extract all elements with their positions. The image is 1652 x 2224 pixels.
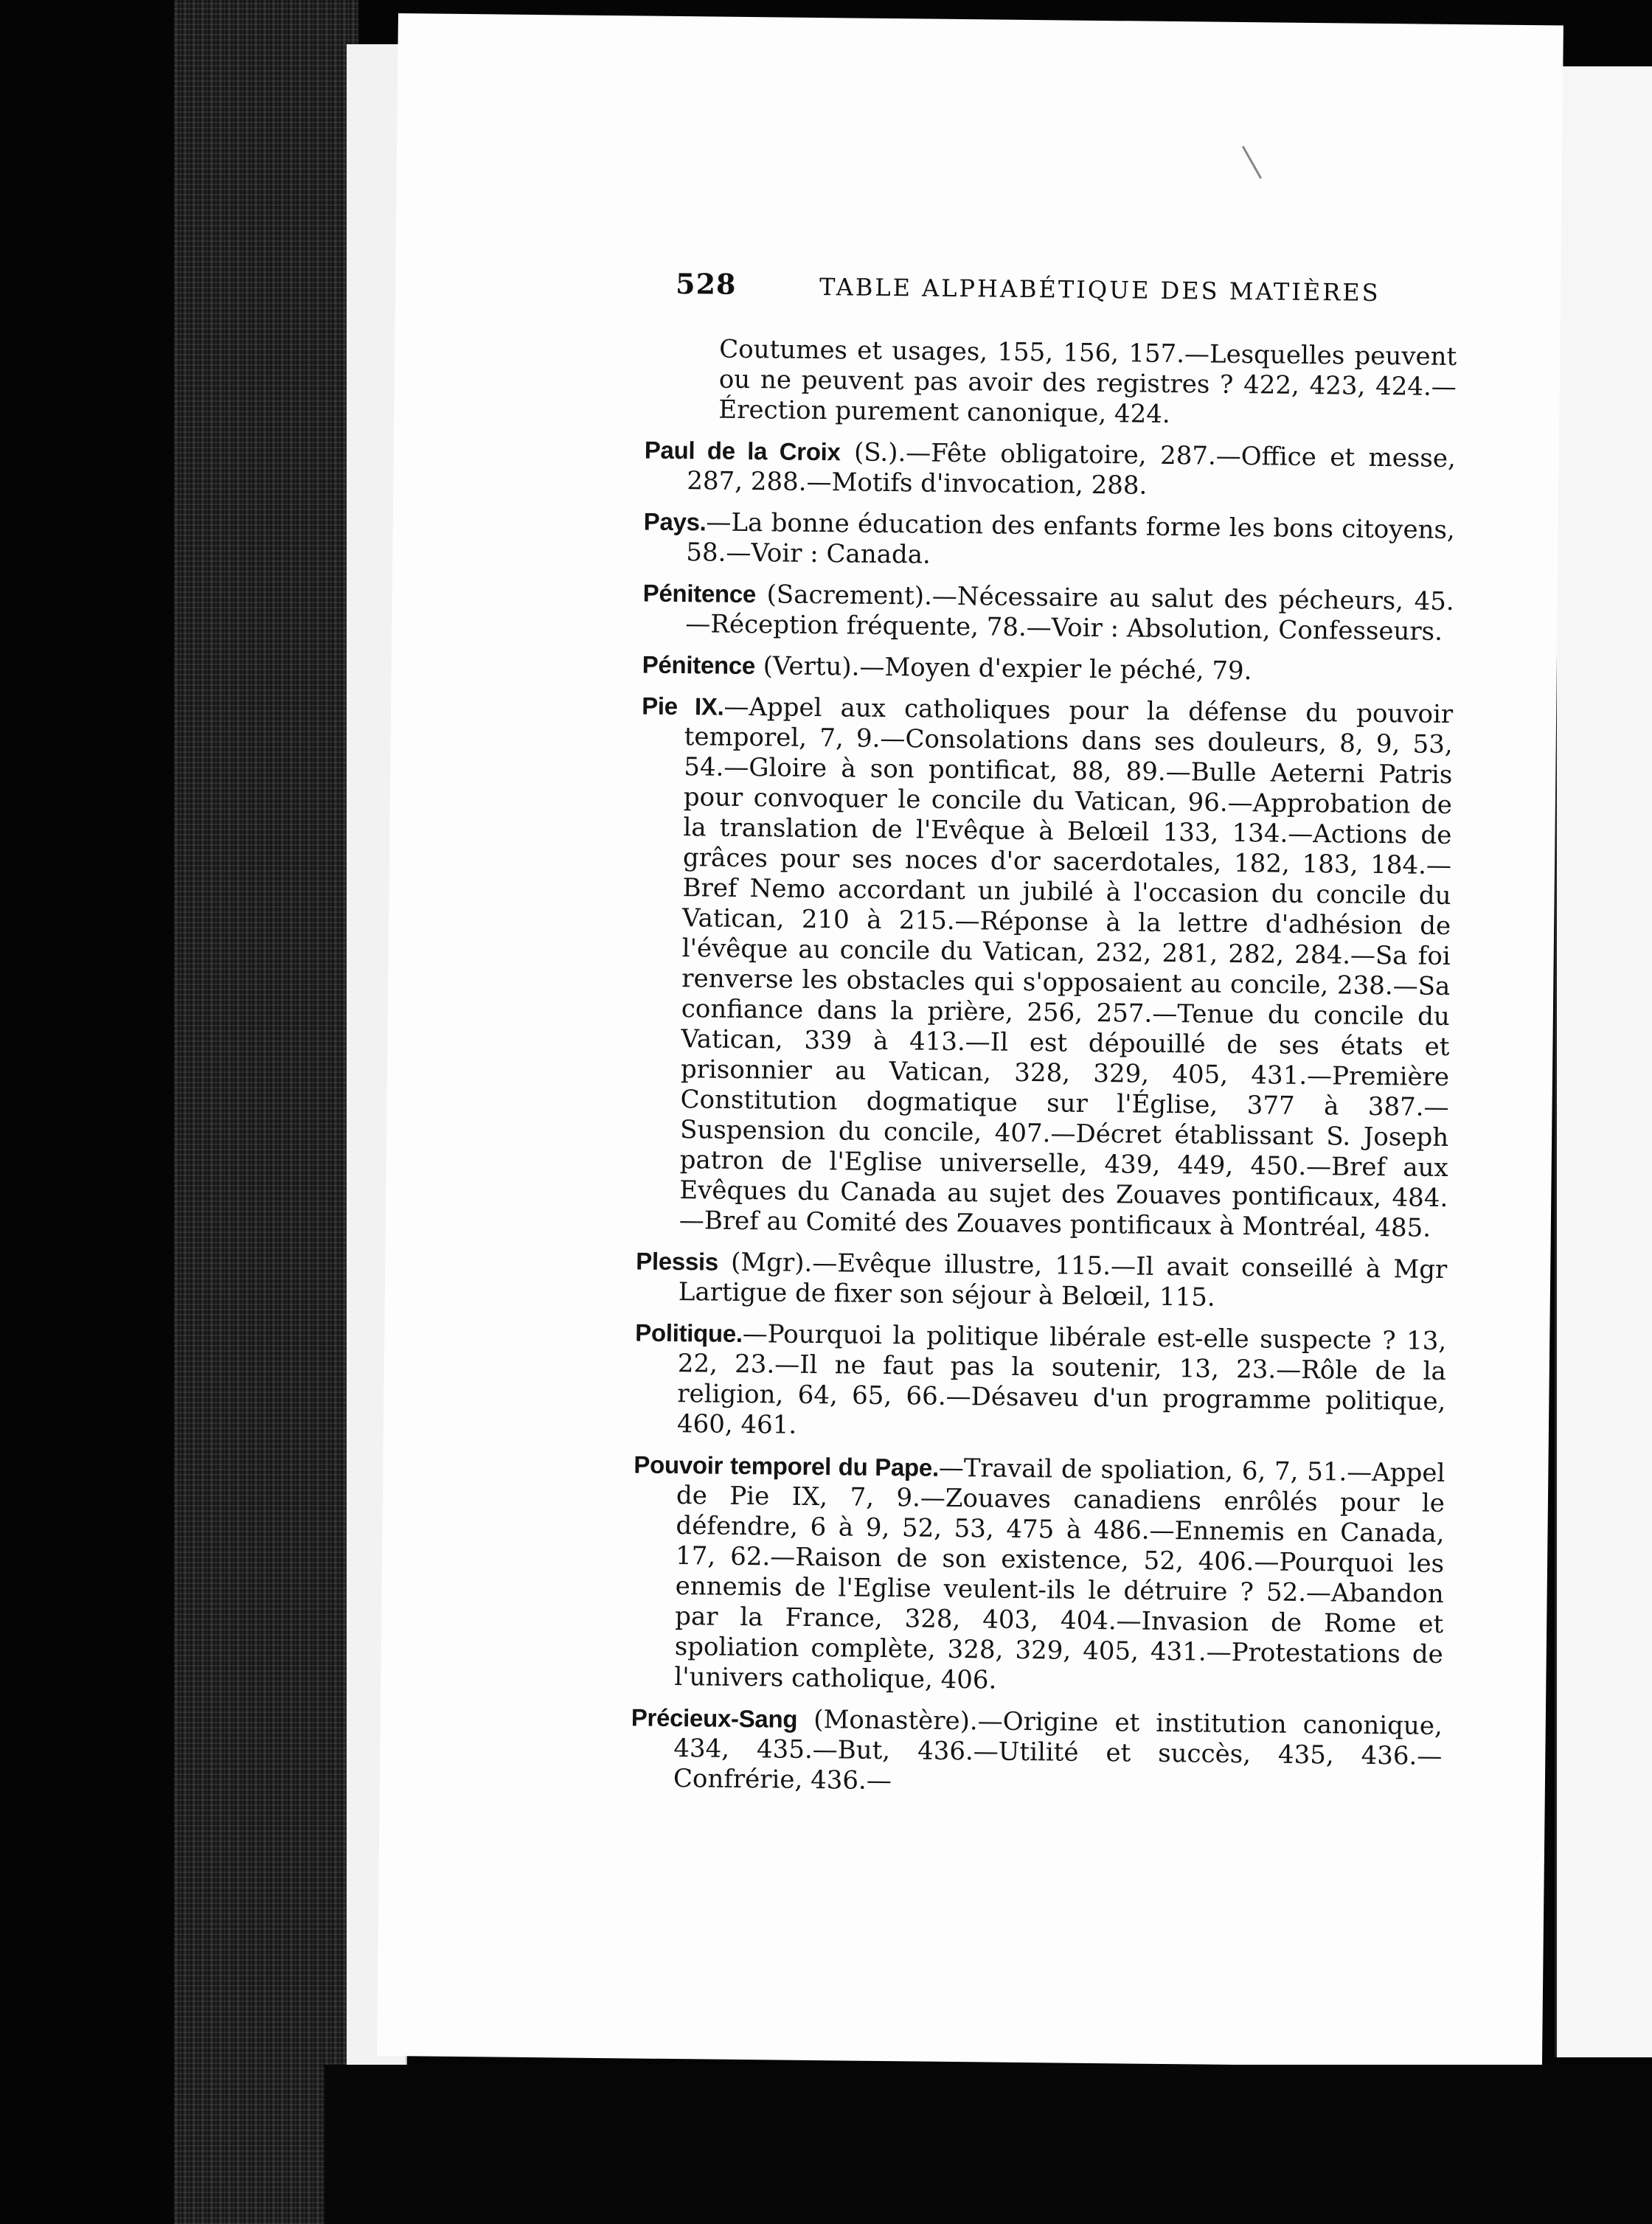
index-entry — [644, 435, 1456, 505]
index-body — [631, 333, 1457, 1813]
index-term: Paul de la Croix — [644, 436, 841, 466]
index-term: Pays. — [643, 507, 707, 536]
index-term: Pénitence — [642, 650, 756, 680]
book-page — [377, 13, 1564, 2068]
index-text: (Sacrement).—Nécessaire au salut des pécheurs, 45.—Réception fréquente, 78.—Voir : Absolution, Confesseurs. — [685, 580, 1454, 647]
index-text: (Monastère).—Origine et institution canonique, 434, 435.—But, 436.—Utilité et succès, 435, 436.—Confrérie, 436.— — [673, 1704, 1443, 1796]
book-spine — [174, 0, 358, 2224]
page-header — [676, 267, 1561, 321]
index-entry — [636, 1245, 1448, 1316]
index-entry — [642, 578, 1454, 648]
index-entry — [631, 1702, 1443, 1802]
index-text: —Pourquoi la politique libérale est-elle suspecte ? 13, 22, 23.—Il ne faut pas la soutenir, 13, 23.—Rôle de la religion, 64, 65, 66.—Désaveu d'un programme politique, 460, 461. — [676, 1318, 1447, 1440]
index-entry — [645, 333, 1457, 434]
index-term: Pénitence — [642, 579, 757, 608]
page-number: 528 — [675, 266, 737, 301]
index-text: —Travail de spoliation, 6, 7, 51.—Appel de Pie IX, 7, 9.—Zouaves canadiens enrôlés pour le défendre, 6 à 9, 52, 53, 475 à 486.—Ennemis en Canada, 17, 62.—Raison de son existence, 52, 406.—Pourquoi les ennemis de l'Eglise veulent-ils le détruire ? 52.—Abandon par la France, 328, 403, 404.—Invasion de Rome et spoliation complète, 328, 329, 405, 431.—Protestations de l'univers catholique, 406. — [674, 1453, 1446, 1695]
facing-page-edge — [1555, 66, 1652, 2057]
index-text: Coutumes et usages, 155, 156, 157.—Lesquelles peuvent ou ne peuvent pas avoir des registres ? 422, 423, 424.—Érection purement canonique, 424. — [718, 334, 1457, 429]
index-entry — [636, 691, 1454, 1244]
index-text: —La bonne éducation des enfants forme les bons citoyens, 58.—Voir : Canada. — [686, 507, 1455, 570]
index-entry — [643, 507, 1455, 577]
index-text: (S.).—Fête obligatoire, 287.—Office et messe, 287, 288.—Motifs d'invocation, 288. — [687, 437, 1456, 501]
running-title: TABLE ALPHABÉTIQUE DES MATIÈRES — [819, 273, 1381, 307]
index-entry — [642, 650, 1454, 689]
index-term: Plessis — [636, 1247, 719, 1276]
index-entry — [634, 1317, 1447, 1448]
scan-background — [324, 2065, 1652, 2224]
index-text: —Appel aux catholiques pour la défense du pouvoir temporel, 7, 9.—Consolations dans ses douleurs, 8, 9, 53, 54.—Gloire à son pontificat, 88, 89.—Bulle Aeterni Patris pour convoquer le concile du Vatican, 96.—Approbation de la translation de l'Evêque à Belœil 133, 134.—Actions de grâces pour ses noces d'or sacerdotales, 182, 183, 184.—Bref Nemo accordant un jubilé à l'occasion du concile du Vatican, 210 à 215.—Réponse à la lettre d'adhésion de l'évêque au concile du Vatican, 232, 281, 282, 284.—Sa foi renverse les obstacles qui s'opposaient au concile, 238.—Sa confiance dans la prière, 256, 257.—Tenue du concile du Vatican, 339 à 413.—Il est dépouillé de ses états et prisonnier au Vatican, 328, 329, 405, 431.—Première Constitution dogmatique sur l'Église, 377 à 387.—Suspension du concile, 407.—Décret établissant S. Joseph patron de l'Eglise universelle, 439, 449, 450.—Bref aux Evêques du Canada au sujet des Zouaves pontificaux, 484.—Bref au Comité des Zouaves pontificaux à Montréal, 485. — [678, 692, 1454, 1243]
index-entry — [631, 1449, 1445, 1700]
dust-mark — [1242, 146, 1262, 179]
index-term: Politique. — [635, 1318, 743, 1347]
index-text: (Mgr).—Evêque illustre, 115.—Il avait conseillé à Mgr Lartigue de fixer son séjour à Belœil, 115. — [678, 1247, 1448, 1313]
index-term: Pie IX. — [641, 692, 724, 720]
index-term: Précieux-Sang — [631, 1703, 798, 1733]
index-text: (Vertu).—Moyen d'expier le péché, 79. — [754, 651, 1252, 687]
index-term: Pouvoir temporel du Pape. — [634, 1450, 940, 1481]
